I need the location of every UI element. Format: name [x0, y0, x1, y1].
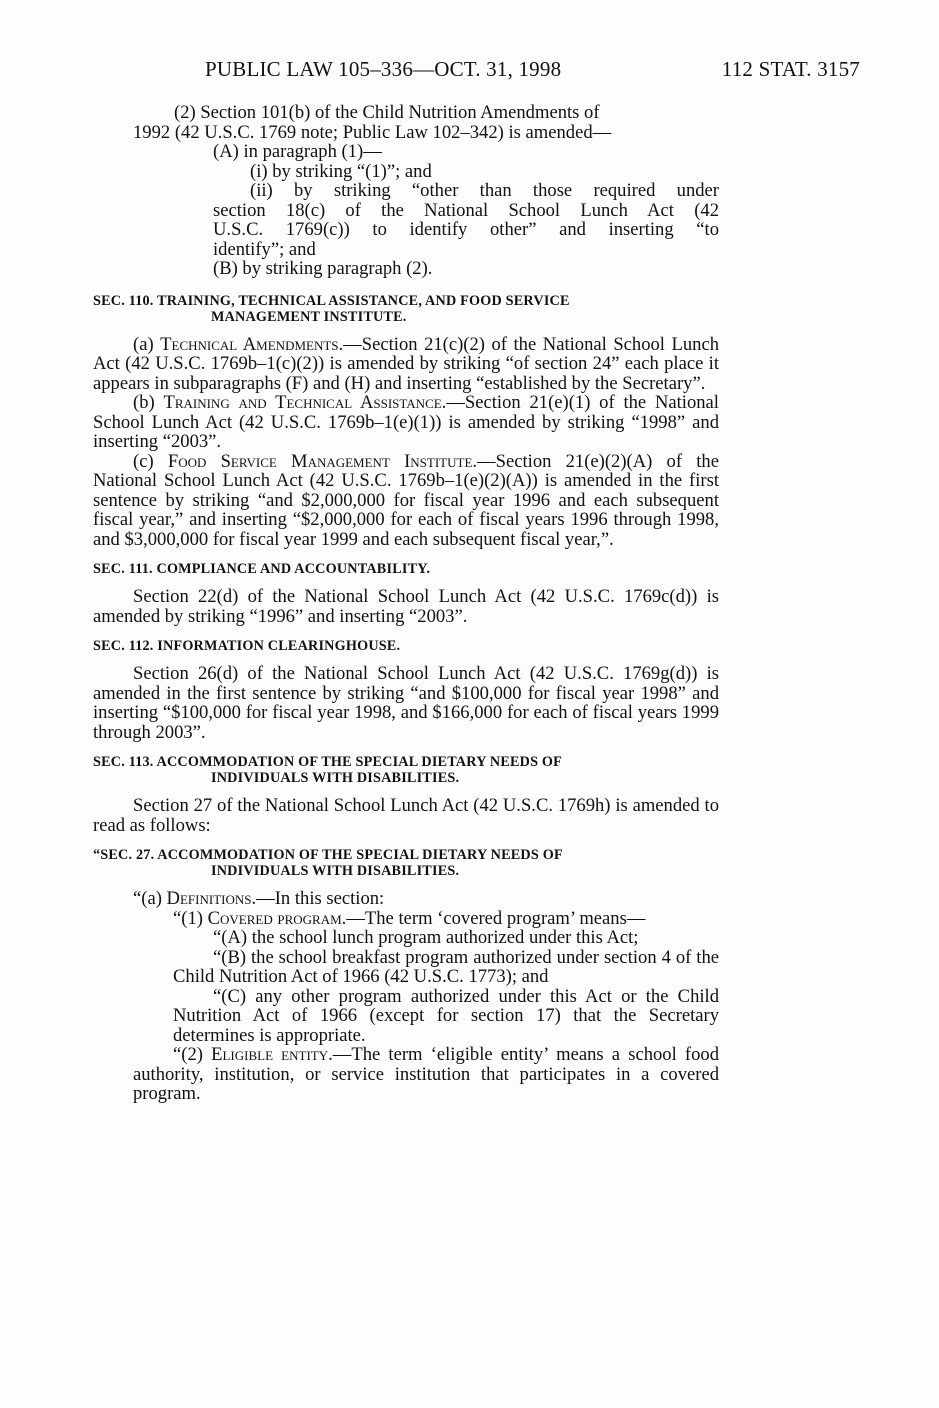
section-113-heading-line1: SEC. 113. ACCOMMODATION OF THE SPECIAL DIETARY NEEDS OF — [93, 754, 563, 770]
section-112-heading: SEC. 112. INFORMATION CLEARINGHOUSE. — [93, 638, 401, 654]
amendment-101b — [93, 103, 719, 279]
section-110-heading-line1: SEC. 110. TRAINING, TECHNICAL ASSISTANCE, AND FOOD SERVICE — [93, 292, 570, 309]
section-110-a-heading: Technical Amendments. — [160, 333, 344, 355]
section-27-a-text: —In this section: — [256, 888, 385, 909]
section-27-p2-text: —The term ‘eligible entity’ means a school food authority, institution, or service institution that participates in a covered program. — [133, 1044, 720, 1104]
amendment-101b-intro-line2: 1992 (42 U.S.C. 1769 note; Public Law 102–342) is amended— — [133, 121, 612, 143]
section-27-a-heading: Definitions. — [166, 888, 257, 909]
section-110-subsection-b: (b) Training and Technical Assistance.—Section 21(e)(1) of the National School Lunch Act (42 U.S.C. 1769b–1(e)(1)) is amended by striking “1998” and inserting “2003”. — [93, 392, 719, 452]
section-110-heading-line2: MANAGEMENT INSTITUTE. — [211, 308, 407, 325]
section-111-heading: SEC. 111. COMPLIANCE AND ACCOUNTABILITY. — [93, 561, 431, 577]
section-110-b-text: —Section 21(e)(1) of the National School Lunch Act (42 U.S.C. 1769b–1(e)(1)) is amended by striking “1998” and inserting “2003”. — [93, 392, 719, 452]
amendment-101b-clause-ii-line3: U.S.C. 1769(c)) to identify other” and inserting “to — [213, 219, 719, 240]
section-27-paragraph-1-wrap — [93, 909, 719, 929]
amendment-101b-clause-ii-line2: section 18(c) of the National School Lunch Act (42 — [213, 199, 719, 221]
section-111-text: Section 22(d) of the National School Lunch Act (42 U.S.C. 1769c(d)) is amended by striking “1996” and inserting “2003”. — [93, 586, 719, 627]
section-27-p1-text: —The term ‘covered program’ means— — [346, 907, 646, 929]
section-110-b-heading: Training and Technical Assistance. — [163, 392, 447, 413]
amendment-101b-subpara-a: (A) in paragraph (1)— — [213, 141, 382, 162]
section-113-heading-line2: INDIVIDUALS WITH DISABILITIES. — [211, 770, 460, 786]
section-27-paragraph-2-wrap — [93, 1045, 719, 1104]
section-27-subparagraph-a: “(A) the school lunch program authorized under this Act; — [213, 927, 639, 948]
section-110-subsection-a: (a) Technical Amendments.—Section 21(c)(2) of the National School Lunch Act (42 U.S.C. 1769b–1(c)(2)) is amended by striking “of section 24” each place it appears in subparagraphs (F) and (H) and inserting “established by the Secretary”. — [93, 333, 719, 394]
amendment-101b-subpara-b: (B) by striking paragraph (2). — [213, 258, 433, 279]
section-27-subparagraph-b: “(B) the school breakfast program authorized under section 4 of the Child Nutrition Act of 1966 (42 U.S.C. 1773); and — [173, 946, 719, 987]
section-27-p2-lead: “(2) — [173, 1044, 212, 1065]
page-header — [205, 57, 860, 82]
section-27-paragraph-2 — [133, 1045, 719, 1104]
header-stat-page: 112 STAT. 3157 — [721, 57, 860, 81]
amendment-101b-clause-ii-line1: (ii) by striking “other than those required under — [250, 180, 719, 201]
section-27-a-lead: “(a) — [133, 888, 167, 909]
section-27-p1-heading: Covered program. — [207, 907, 347, 929]
section-27-heading-line2: INDIVIDUALS WITH DISABILITIES. — [211, 863, 460, 879]
section-112-text: Section 26(d) of the National School Lunch Act (42 U.S.C. 1769g(d)) is amended in the first sentence by striking “and $100,000 for fiscal year 1998” and inserting “$100,000 for fiscal year 1998, and $166,000 for each of fiscal years 1999 through 2003”. — [93, 663, 719, 743]
section-110-c-text: —Section 21(e)(2)(A) of the National School Lunch Act (42 U.S.C. 1769b–1(e)(2)(A)) is amended in the first sentence by striking “and $2,000,000 for fiscal year 1996 and each subsequent fiscal year,” and inserting “$2,000,000 for each of fiscal years 1996 through 1998, and $3,000,000 for fiscal year 1999 and each subsequent fiscal year,”. — [93, 450, 719, 550]
section-110-a-text: —Section 21(c)(2) of the National School Lunch Act (42 U.S.C. 1769b–1(c)(2)) is amended by striking “of section 24” each place it appears in subparagraphs (F) and (H) and inserting “established by the Secretary”. — [93, 333, 719, 394]
amendment-101b-intro-line1: (2) Section 101(b) of the Child Nutrition Amendments of — [174, 102, 600, 123]
section-27-p1-lead: “(1) — [173, 907, 208, 929]
section-27-heading — [93, 847, 719, 879]
section-27-paragraph-1 — [133, 909, 719, 929]
section-27-p2-heading: Eligible entity. — [211, 1044, 333, 1065]
section-113-heading — [93, 754, 719, 786]
section-110-heading — [93, 293, 719, 325]
section-27-heading-line1: “SEC. 27. ACCOMMODATION OF THE SPECIAL DIETARY NEEDS OF — [93, 847, 563, 863]
section-110-c-heading: Food Service Management Institute. — [167, 450, 478, 472]
amendment-101b-clause-ii-line4: identify”; and — [213, 238, 316, 260]
section-27-subparagraph-c: “(C) any other program authorized under this Act or the Child Nutrition Act of 1966 (except for section 17) that the Secretary determines is appropriate. — [173, 985, 719, 1046]
section-110-subsection-c: (c) Food Service Management Institute.—Section 21(e)(2)(A) of the National School Lunch Act (42 U.S.C. 1769b–1(e)(2)(A)) is amended in the first sentence by striking “and $2,000,000 for fiscal year 1996 and each subsequent fiscal year,” and inserting “$2,000,000 for each of fiscal years 1996 through 1998, and $3,000,000 for fiscal year 1999 and each subsequent fiscal year,”. — [93, 450, 719, 550]
section-27-subparagraphs — [93, 928, 719, 1045]
section-27-subsection-a — [93, 889, 719, 909]
document-body — [93, 103, 719, 1104]
section-113-text: Section 27 of the National School Lunch Act (42 U.S.C. 1769h) is amended to read as follows: — [93, 795, 719, 836]
header-law-citation: PUBLIC LAW 105–336—OCT. 31, 1998 — [205, 57, 562, 81]
amendment-101b-clause-i: (i) by striking “(1)”; and — [250, 160, 432, 182]
